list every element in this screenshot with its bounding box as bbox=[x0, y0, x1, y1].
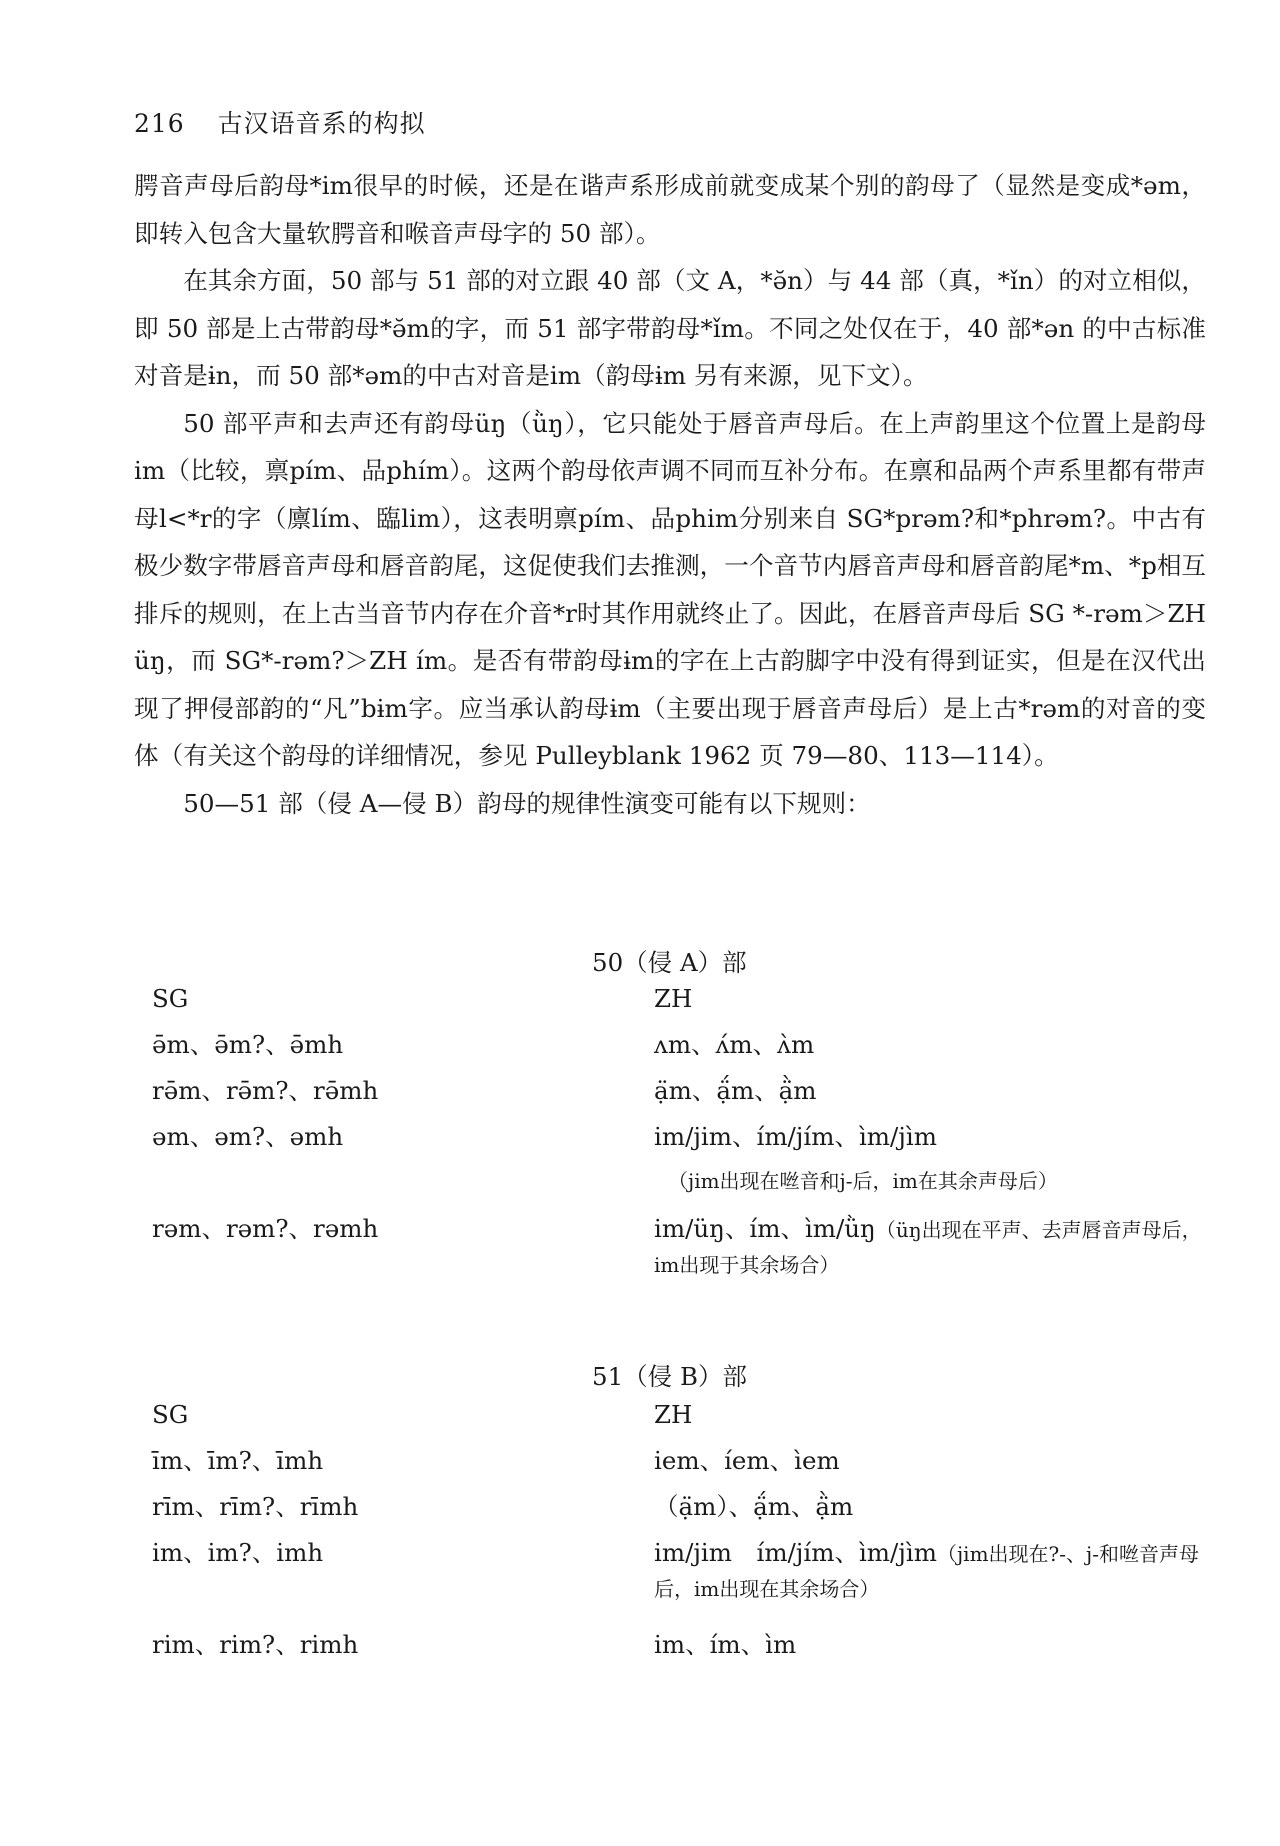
table-b-sg-row-1: īm、īm?、īmh bbox=[152, 1446, 324, 1475]
table-b-zh-row-4: im、ím、ìm bbox=[654, 1630, 797, 1659]
table-a-sg-row-3: əm、əm?、əmh bbox=[152, 1122, 344, 1151]
table-a-zh-row-3: im/jim、ím/jím、ìm/jìm bbox=[654, 1122, 937, 1151]
table-b-zh-row-1: iem、íem、ìem bbox=[654, 1446, 840, 1475]
page-number: 216 bbox=[134, 109, 185, 138]
running-title: 古汉语音系的构拟 bbox=[217, 109, 426, 138]
table-a-sg-header: SG bbox=[152, 984, 189, 1013]
table-b-sg-row-3: im、im?、imh bbox=[152, 1538, 324, 1567]
table-b-sg-row-4: rim、rim?、rimh bbox=[152, 1630, 359, 1659]
table-b-zh-row-2: （ạ̈m）、ạ̈́m、ạ̈̀m bbox=[654, 1492, 854, 1521]
table-a-zh-row-1: ʌm、ʌ́m、ʌ̀m bbox=[654, 1030, 815, 1059]
table-a-zh-row-2: ạ̈m、ạ̈́m、ạ̈̀m bbox=[654, 1076, 817, 1105]
table-b-sg-header: SG bbox=[152, 1400, 189, 1429]
table-a-zh-row-4-forms: im/üŋ、ím、ìm/ǜŋ bbox=[654, 1214, 876, 1243]
table-b-sg-row-2: rīm、rīm?、rīmh bbox=[152, 1492, 359, 1521]
table-a-note-1: （jim出现在咝音和j-后，im在其余声母后） bbox=[668, 1169, 1058, 1193]
table-a-sg-row-1: ə̄m、ə̄m?、ə̄mh bbox=[152, 1030, 344, 1059]
table-a-sg-row-2: rə̄m、rə̄m?、rə̄mh bbox=[152, 1076, 379, 1105]
paragraph-1: 腭音声母后韵母*im很早的时候，还是在谐声系形成前就变成某个别的韵母了（显然是变成*əm，即转入包含大量软腭音和喉音声母字的 50 部）。 bbox=[134, 171, 1206, 248]
paragraph-4: 50—51 部（侵 A—侵 B）韵母的规律性演变可能有以下规则： bbox=[183, 788, 871, 818]
table-a-zh-row-4 bbox=[654, 1212, 1214, 1282]
table-a-zh-header: ZH bbox=[654, 984, 693, 1013]
paragraph-2: 在其余方面，50 部与 51 部的对立跟 40 部（文 A，*ə̆n）与 44 部（真，*ǐn）的对立相似，即 50 部是上古带韵母*ə̆m的字，而 51 部字带韵母*ǐm。不同之处仅在于，40 部*ən 的中古标准对音是ɨn，而 50 部*əm的中古对音是im（韵母ɨm 另有来源，见下文）。 bbox=[134, 266, 1206, 390]
table-b-title: 51（侵 B）部 bbox=[592, 1362, 747, 1391]
table-a-title: 50（侵 A）部 bbox=[592, 948, 747, 977]
paragraph-3: 50 部平声和去声还有韵母üŋ（ǜŋ），它只能处于唇音声母后。在上声韵里这个位置上是韵母im（比较，禀pím、品phím）。这两个韵母依声调不同而互补分布。在禀和品两个声系里都有带声母l<*r的字（廪lím、臨lim），这表明禀pím、品phim分别来自 SG*prəm?和*phrəm?。中古有极少数字带唇音声母和唇音韵尾，这促使我们去推测，一个音节内唇音声母和唇音韵尾*m、*p相互排斥的规则，在上古当音节内存在介音*r时其作用就终止了。因此，在唇音声母后 SG *-rəm＞ZH üŋ，而 SG*-rəm?＞ZH ím。是否有带韵母ɨm的字在上古韵脚字中没有得到证实，但是在汉代出现了押侵部韵的“凡”bɨm字。应当承认韵母ɨm（主要出现于唇音声母后）是上古*rəm的对音的变体（有关这个韵母的详细情况，参见 Pulleyblank 1962 页 79—80、113—114）。 bbox=[134, 408, 1207, 770]
table-a-sg-row-4: rəm、rəm?、rəmh bbox=[152, 1214, 379, 1243]
table-b-zh-row-3 bbox=[654, 1536, 1214, 1606]
table-b-note-1: （jim出现在?-、j-和咝音声母后，im出现在其余场合） bbox=[654, 1542, 1199, 1601]
table-b-zh-row-3-forms: im/jim ím/jím、ìm/jìm bbox=[654, 1538, 937, 1567]
table-b-zh-header: ZH bbox=[654, 1400, 693, 1429]
table-a-note-2: （üŋ出现在平声、去声唇音声母后，im出现于其余场合） bbox=[654, 1218, 1202, 1277]
